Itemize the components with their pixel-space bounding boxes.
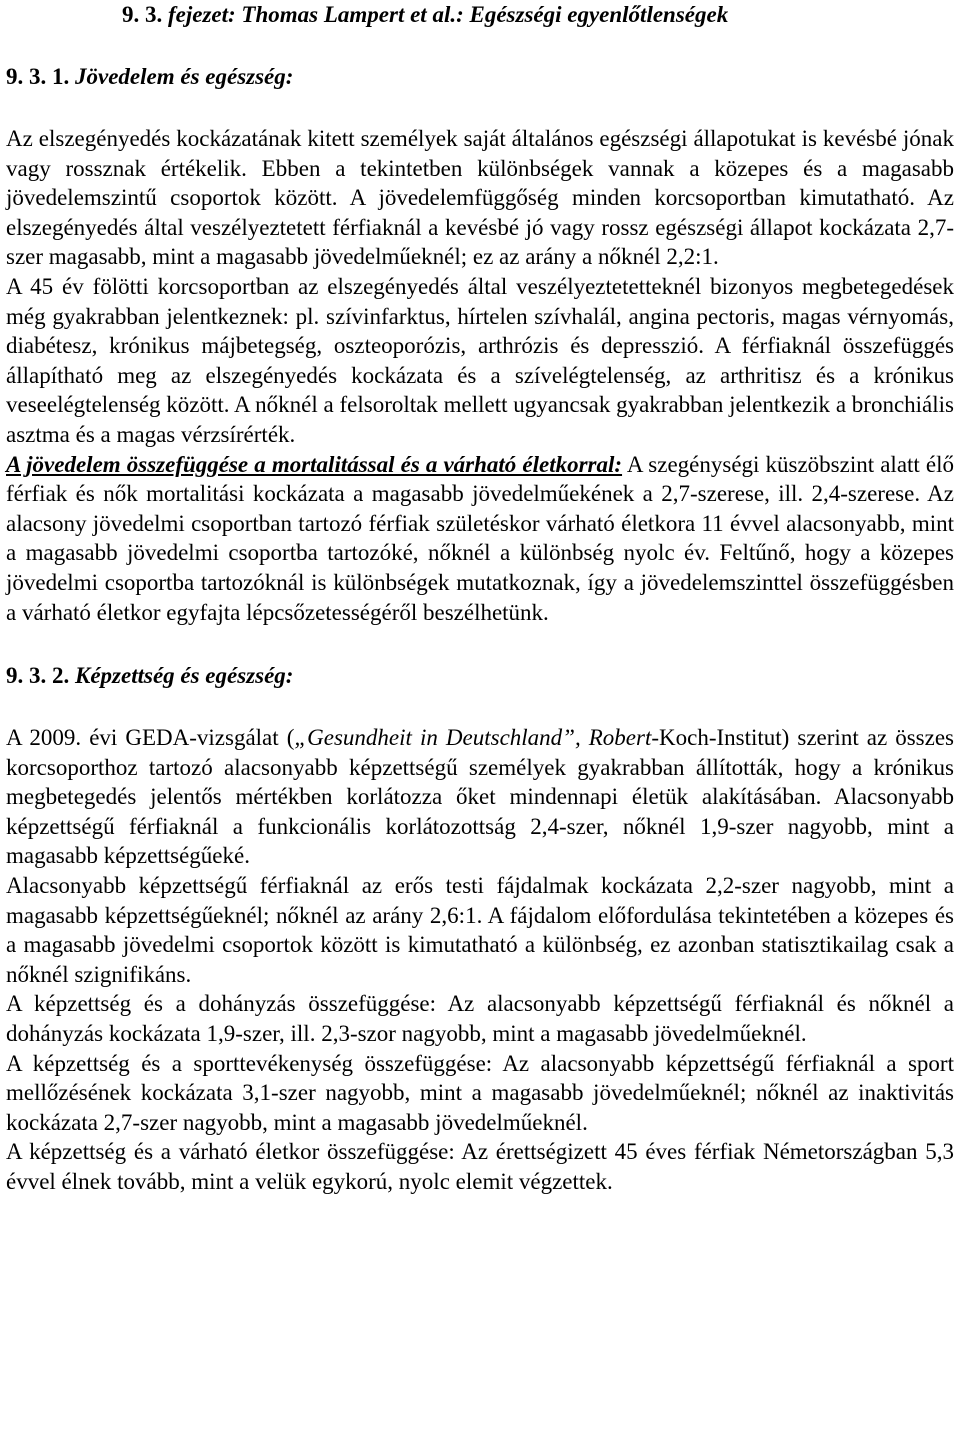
paragraph-text: A szegénységi küszöbszint alatt élő férfiak és nők mortalitási kockázata a magasabb jövedelműekének a 2,7-szerese, ill. 2,4-szerese. Az alacsony jövedelmi csoportban tartozó férfiak születéskor várható életkora 11 évvel alacsonyabb, mint a magasabb jövedelmi csoportba tartozóké, nőknél a különbség nyolc év. Feltűnő, hogy a közepes jövedelmi csoportba tartozóknál is különbségek mutatkoznak, így a jövedelemszinttel összefüggésben a várható életkor egyfajta lépcsőzetességéről beszélhetünk.: [6, 451, 954, 625]
section-heading-income: [6, 62, 954, 91]
paragraph: [6, 450, 954, 628]
paragraph: A 45 év fölötti korcsoportban az elszegényedés által veszélyeztetetteknél bizonyos megbetegedések még gyakrabban jelentkeznek: pl. szívinfarktus, hírtelen szívhalál, angina pectoris, magas vérnyomás, diabétesz, krónikus májbetegség, oszteoporózis, arthrózis és depresszió. A férfiaknál összefüggés állapítható meg az elszegényedés kockázata és a szívelégtelenség, az arthritisz és a krónikus veseelégtelenség között. A nőknél a felsoroltak mellett ugyancsak gyakrabban jelentkezik a bronchiális asztma és a magas vérzsírérték.: [6, 273, 954, 447]
citation-italic: „Gesundheit in Deutschland”, Robert: [294, 725, 652, 751]
section-title-text: Képzettség és egészség:: [75, 663, 294, 689]
section-number: 9. 3. 1.: [6, 64, 70, 89]
chapter-number: 9. 3.: [122, 2, 163, 27]
section-heading-education: [6, 661, 954, 690]
paragraph: A képzettség és a várható életkor összefüggése: Az érettségizett 45 éves férfiak Németországban 5,3 évvel élnek tovább, mint a velük egykorú, nyolc elemit végzettek.: [6, 1139, 954, 1194]
paragraph: A képzettség és a dohányzás összefüggése: Az alacsonyabb képzettségű férfiaknál és nőknél a dohányzás kockázata 1,9-szer, ill. 2,3-szor nagyobb, mint a magasabb jövedelműeknél.: [6, 991, 954, 1047]
paragraph: Alacsonyabb képzettségű férfiaknál az erős testi fájdalmak kockázata 2,2-szer nagyobb, mint a magasabb képzettségűeknél; nőknél az arány 2,6:1. A fájdalom előfordulása tekintetében a közepes és a magasabb jövedelmi csoportok között is kimutatható a különbség, ez azonban statisztikailag csak a nőknél szignifikáns.: [6, 873, 954, 987]
paragraph: Az elszegényedés kockázatának kitett személyek saját általános egészségi állapotukat is kevésbé jónak vagy rossznak értékelik. Ebben a tekintetben különbségek vannak a közepes és a magasabb jövedelemszintű csoportok között. A jövedelemfüggőség minden korcsoportban kimutatható. Az elszegényedés által veszélyeztetett férfiaknál a kevésbé jó vagy rossz egészségi állapot kockázata 2,7-szer magasabb, mint a magasabb jövedelműeknél; ez az arány a nőknél 2,2:1.: [6, 126, 954, 270]
section-title-text: Jövedelem és egészség:: [75, 64, 294, 89]
chapter-title-text: fejezet: Thomas Lampert et al.: Egészségi egyenlőtlenségek: [168, 2, 729, 27]
paragraph-lead: A jövedelem összefüggése a mortalitással és a várható életkorral:: [6, 451, 623, 477]
chapter-title: [122, 0, 954, 29]
document-page: [6, 0, 954, 1197]
paragraph: [6, 723, 954, 871]
paragraph-text: -Koch-Institut) szerint az összes korcsoporthoz tartozó alacsonyabb képzettségű személyek gyakrabban állították, hogy a krónikus megbetegedés jelentős mértékben korlátozza őket mindennapi életük alakításában. Alacsonyabb képzettségű férfiaknál a funkcionális korlátozottság 2,4-szer, nőknél 1,9-szer nagyobb, mint a magasabb képzettségűeké.: [6, 725, 954, 869]
paragraph-text: A 2009. évi GEDA-vizsgálat (: [6, 725, 295, 751]
paragraph: A képzettség és a sporttevékenység összefüggése: Az alacsonyabb képzettségű férfiaknál a sport mellőzésének kockázata 3,1-szer nagyobb, mint a magasabb jövedelműeknél; nőknél az inaktivitás kockázata 2,7-szer nagyobb, mint a magasabb jövedelműeknél.: [6, 1050, 954, 1135]
section-number: 9. 3. 2.: [6, 663, 70, 689]
